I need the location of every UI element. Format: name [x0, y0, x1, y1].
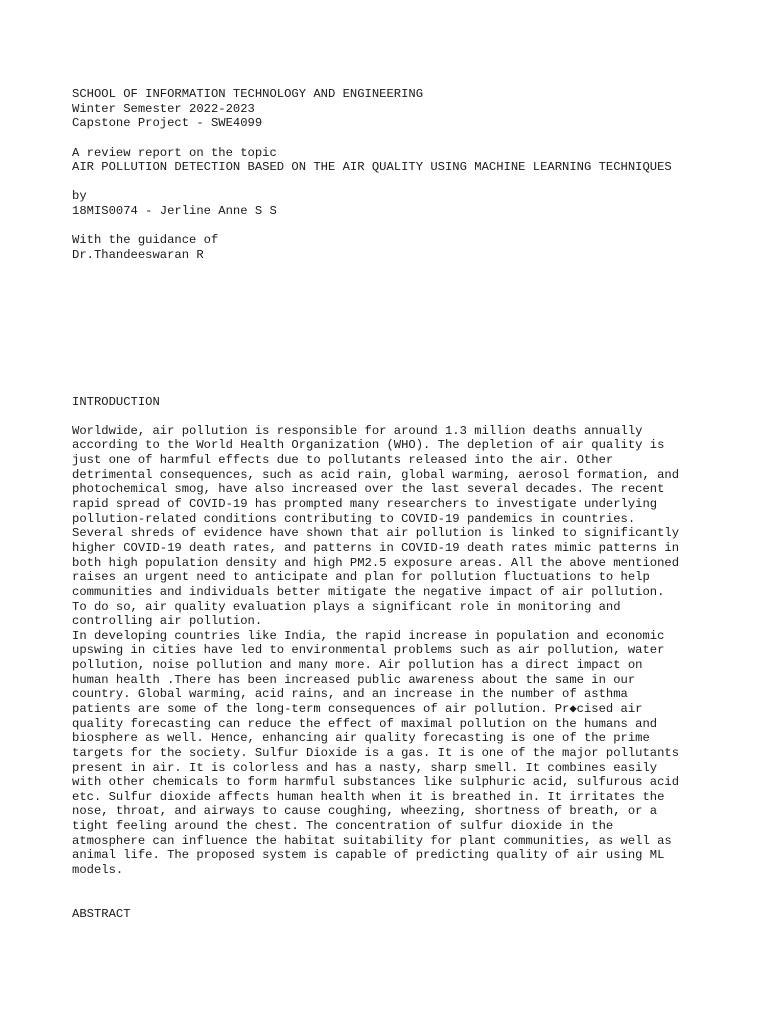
introduction-line: nose, throat, and airways to cause coughing, wheezing, shortness of breath, or a — [72, 804, 658, 819]
introduction-line: with other chemicals to form harmful substances like sulphuric acid, sulfurous acid — [72, 775, 680, 790]
spacer — [72, 892, 732, 907]
introduction-line: raises an urgent need to anticipate and plan for pollution fluctuations to help — [72, 570, 650, 585]
by-label: by — [72, 189, 87, 204]
introduction-line: biosphere as well. Hence, enhancing air quality forecasting is one of the prime — [72, 731, 650, 746]
author-name: 18MIS0074 - Jerline Anne S S — [72, 204, 277, 219]
introduction-line: present in air. It is colorless and has a nasty, sharp smell. It combines easily — [72, 760, 658, 775]
introduction-heading: INTRODUCTION — [72, 394, 160, 409]
introduction-line: higher COVID-19 death rates, and patterns in COVID-19 death rates mimic patterns in — [72, 540, 680, 555]
introduction-line: photochemical smog, have also increased over the last several decades. The recent — [72, 482, 665, 497]
spacer — [72, 175, 732, 190]
introduction-line: controlling air pollution. — [72, 614, 263, 629]
guidance-label: With the guidance of — [72, 233, 219, 248]
introduction-line: In developing countries like India, the rapid increase in population and economic — [72, 628, 665, 643]
semester: Winter Semester 2022-2023 — [72, 101, 255, 116]
introduction-line: just one of harmful effects due to pollutants released into the air. Other — [72, 453, 614, 468]
introduction-line: targets for the society. Sulfur Dioxide is a gas. It is one of the major pollutants — [72, 745, 680, 760]
document-page — [72, 87, 732, 922]
guide-name: Dr.Thandeeswaran R — [72, 248, 204, 263]
introduction-line: Worldwide, air pollution is responsible for around 1.3 million deaths annually — [72, 423, 643, 438]
spacer — [72, 878, 732, 893]
introduction-line: pollution-related conditions contributing to COVID-19 pandemics in countries. — [72, 511, 636, 526]
introduction-line: human health .There has been increased public awareness about the same in our — [72, 672, 636, 687]
introduction-line: atmosphere can influence the habitat suitability for plant communities, as well as — [72, 833, 672, 848]
school-name: SCHOOL OF INFORMATION TECHNOLOGY AND ENGINEERING — [72, 87, 424, 101]
introduction-line: both high population density and high PM2.5 exposure areas. All the above mentioned — [72, 555, 680, 570]
topic-intro: A review report on the topic — [72, 145, 277, 160]
introduction-body — [72, 424, 732, 878]
introduction-line: detrimental consequences, such as acid rain, global warming, aerosol formation, and — [72, 467, 680, 482]
introduction-line: patients are some of the long-term consequences of air pollution. Pr◆cised air — [72, 701, 643, 716]
project-code: Capstone Project - SWE4099 — [72, 116, 263, 131]
introduction-line: rapid spread of COVID-19 has prompted many researchers to investigate underlying — [72, 497, 658, 512]
spacer — [72, 131, 732, 146]
introduction-line: according to the World Health Organization (WHO). The depletion of air quality is — [72, 438, 665, 453]
introduction-line: Several shreds of evidence have shown that air pollution is linked to significantly — [72, 526, 680, 541]
spacer — [72, 219, 732, 234]
spacer — [72, 409, 732, 424]
report-title: AIR POLLUTION DETECTION BASED ON THE AIR QUALITY USING MACHINE LEARNING TECHNIQUES — [72, 160, 672, 175]
spacer — [72, 263, 732, 395]
introduction-line: etc. Sulfur dioxide affects human health when it is breathed in. It irritates the — [72, 789, 665, 804]
introduction-line: models. — [72, 863, 124, 878]
introduction-line: quality forecasting can reduce the effect of maximal pollution on the humans and — [72, 716, 658, 731]
introduction-line: upswing in cities have led to environmental problems such as air pollution, water — [72, 643, 665, 658]
introduction-line: tight feeling around the chest. The concentration of sulfur dioxide in the — [72, 819, 614, 834]
abstract-heading: ABSTRACT — [72, 906, 131, 921]
introduction-line: country. Global warming, acid rains, and an increase in the number of asthma — [72, 687, 628, 702]
introduction-line: To do so, air quality evaluation plays a significant role in monitoring and — [72, 599, 621, 614]
introduction-line: pollution, noise pollution and many more. Air pollution has a direct impact on — [72, 658, 643, 673]
introduction-line: animal life. The proposed system is capable of predicting quality of air using ML — [72, 848, 665, 863]
introduction-line: communities and individuals better mitigate the negative impact of air pollution. — [72, 584, 665, 599]
